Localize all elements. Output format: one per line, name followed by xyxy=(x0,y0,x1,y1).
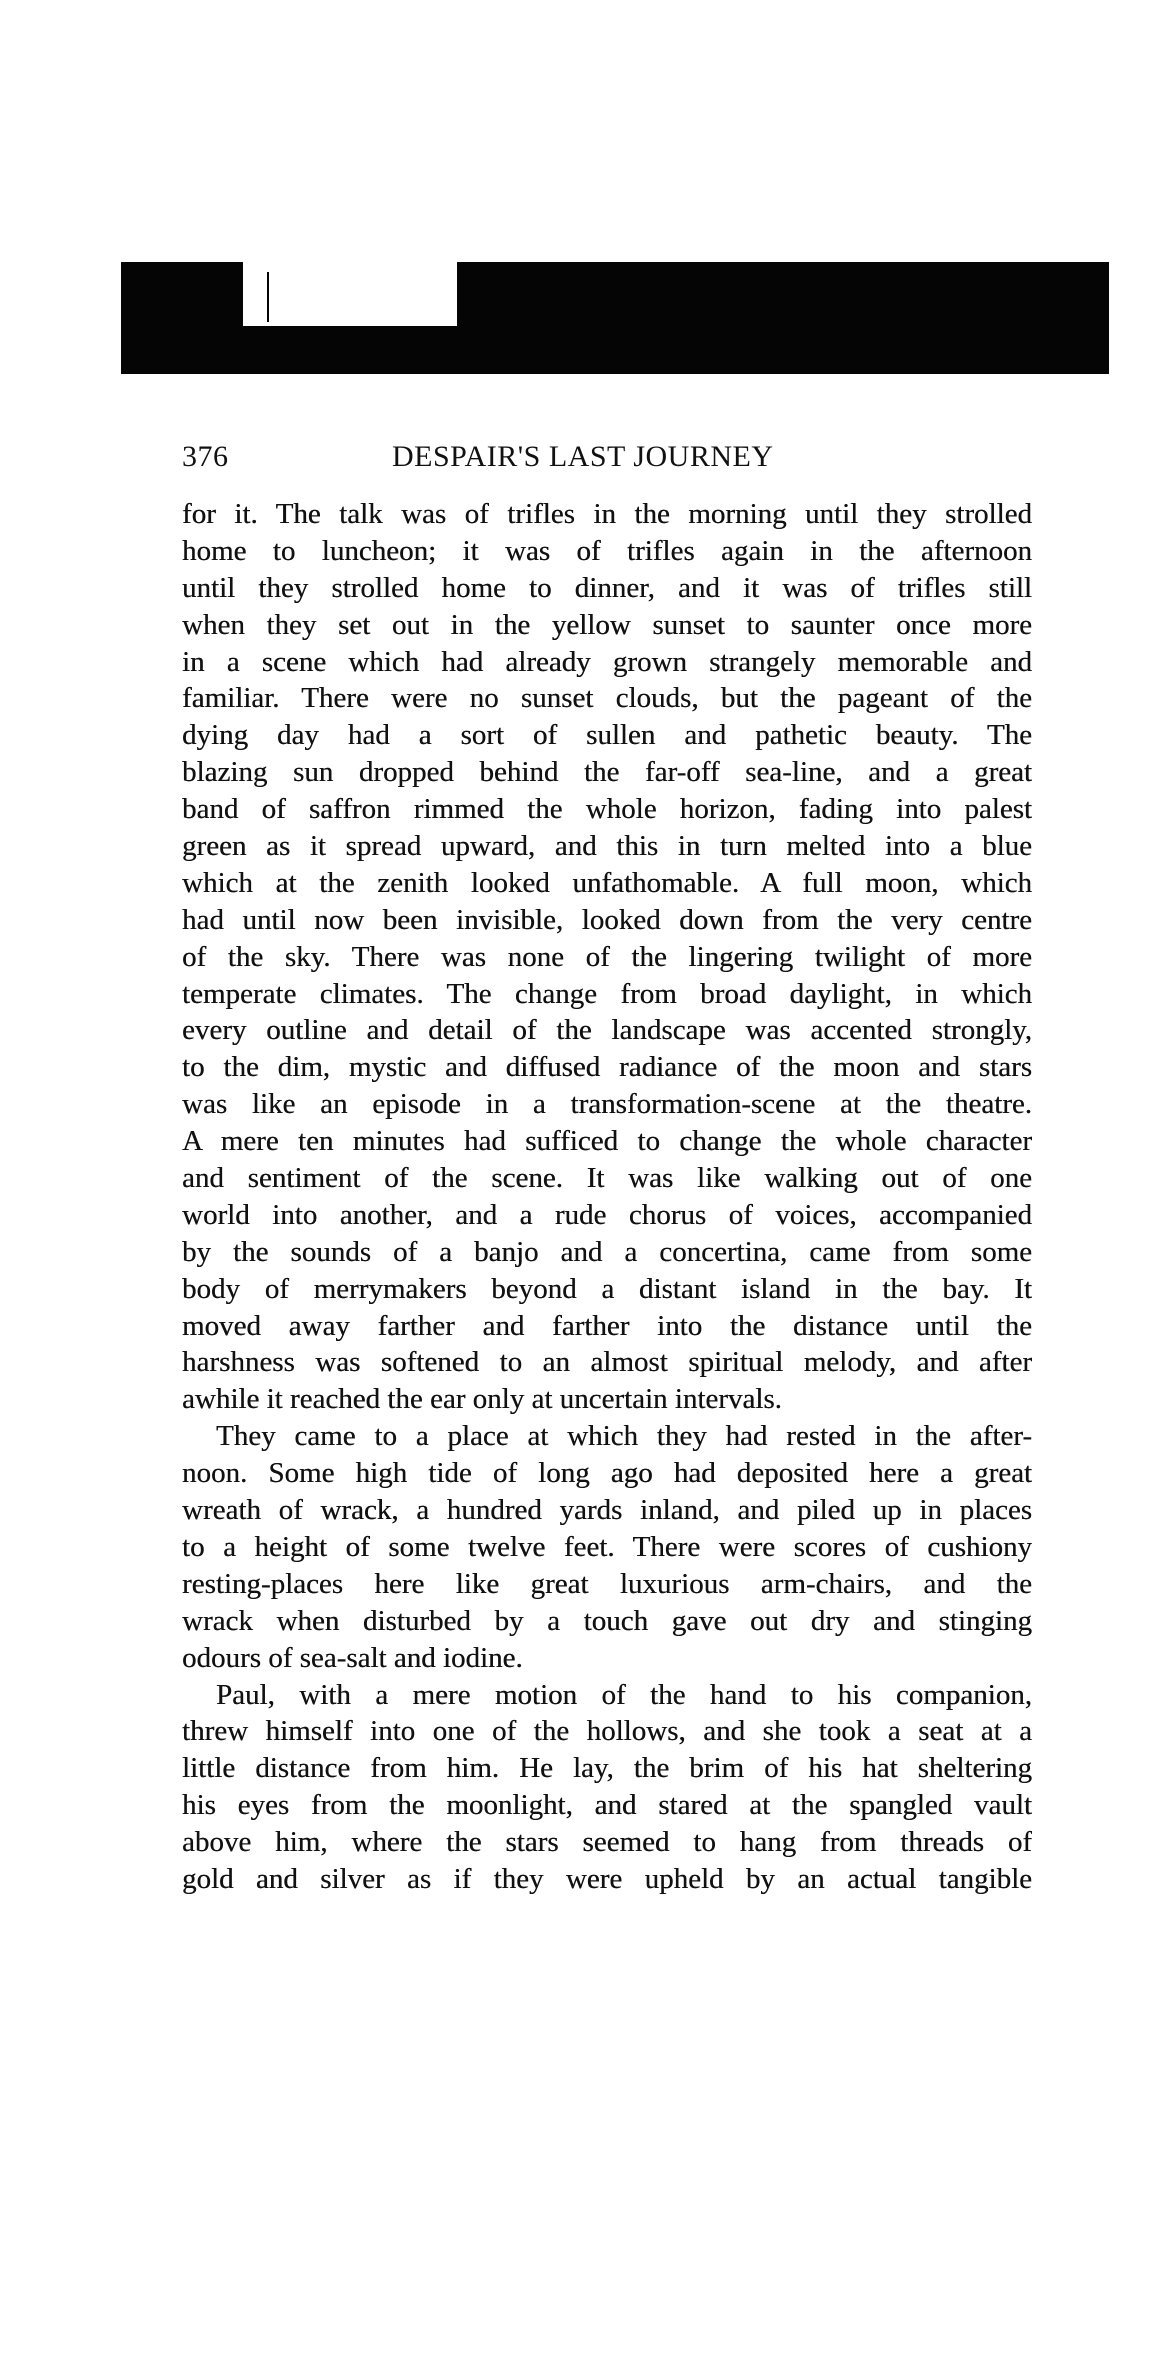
text-line: resting-places here like great luxurious arm-chairs, and the xyxy=(182,1567,1032,1600)
text-line: band of saffron rimmed the whole horizon, fading into palest xyxy=(182,793,1032,826)
text-line: A mere ten minutes had sufficed to change the whole character xyxy=(182,1125,1032,1158)
running-title: DESPAIR'S LAST JOURNEY xyxy=(392,440,774,473)
text-line: harshness was softened to an almost spiritual melody, and after xyxy=(182,1346,1032,1379)
text-line: to a height of some twelve feet. There were scores of cushiony xyxy=(182,1530,1032,1563)
text-line: dying day had a sort of sullen and pathetic beauty. The xyxy=(182,719,1032,752)
text-line: to the dim, mystic and diffused radiance of the moon and stars xyxy=(182,1051,1032,1084)
text-line: his eyes from the moonlight, and stared at the spangled vault xyxy=(182,1789,1032,1822)
text-line: of the sky. There was none of the lingering twilight of more xyxy=(182,940,1032,973)
text-line: awhile it reached the ear only at uncertain intervals. xyxy=(182,1383,782,1416)
page-header xyxy=(182,440,1032,480)
text-line: threw himself into one of the hollows, and she took a seat at a xyxy=(182,1715,1032,1748)
text-line: world into another, and a rude chorus of voices, accompanied xyxy=(182,1198,1032,1231)
text-line: moved away farther and farther into the distance until the xyxy=(182,1309,1032,1342)
text-line: familiar. There were no sunset clouds, but the pageant of the xyxy=(182,682,1032,715)
text-line: had until now been invisible, looked down from the very centre xyxy=(182,903,1032,936)
text-line: above him, where the stars seemed to hang from threads of xyxy=(182,1826,1032,1859)
text-line: blazing sun dropped behind the far-off sea-line, and a great xyxy=(182,756,1032,789)
text-line: odours of sea-salt and iodine. xyxy=(182,1641,523,1674)
text-line: noon. Some high tide of long ago had deposited here a great xyxy=(182,1457,1032,1490)
text-line: when they set out in the yellow sunset to saunter once more xyxy=(182,608,1032,641)
body-text xyxy=(182,496,1032,1898)
text-line: temperate climates. The change from broad daylight, in which xyxy=(182,977,1032,1010)
page-number: 376 xyxy=(182,440,229,473)
redaction-tick xyxy=(267,272,269,322)
text-line: and sentiment of the scene. It was like walking out of one xyxy=(182,1162,1032,1195)
text-line: wrack when disturbed by a touch gave out dry and stinging xyxy=(182,1604,1032,1637)
text-line: which at the zenith looked unfathomable. A full moon, which xyxy=(182,866,1032,899)
text-line: home to luncheon; it was of trifles again in the afternoon xyxy=(182,534,1032,567)
redaction-tab xyxy=(243,262,457,326)
text-line: was like an episode in a transformation-scene at the theatre. xyxy=(182,1088,1032,1121)
text-line: body of merrymakers beyond a distant island in the bay. It xyxy=(182,1272,1032,1305)
text-line: every outline and detail of the landscape was accented strongly, xyxy=(182,1014,1032,1047)
text-line: Paul, with a mere motion of the hand to his companion, xyxy=(216,1678,1032,1711)
text-line: gold and silver as if they were upheld by an actual tangible xyxy=(182,1862,1032,1895)
text-line: wreath of wrack, a hundred yards inland, and piled up in places xyxy=(182,1494,1032,1527)
text-line: They came to a place at which they had rested in the after- xyxy=(216,1420,1032,1453)
text-line: for it. The talk was of trifles in the morning until they strolled xyxy=(182,498,1032,530)
text-line: until they strolled home to dinner, and it was of trifles still xyxy=(182,571,1032,604)
text-line: green as it spread upward, and this in turn melted into a blue xyxy=(182,830,1032,863)
text-line: little distance from him. He lay, the brim of his hat sheltering xyxy=(182,1752,1032,1785)
text-line: in a scene which had already grown strangely memorable and xyxy=(182,645,1032,678)
text-line: by the sounds of a banjo and a concertina, came from some xyxy=(182,1235,1032,1268)
